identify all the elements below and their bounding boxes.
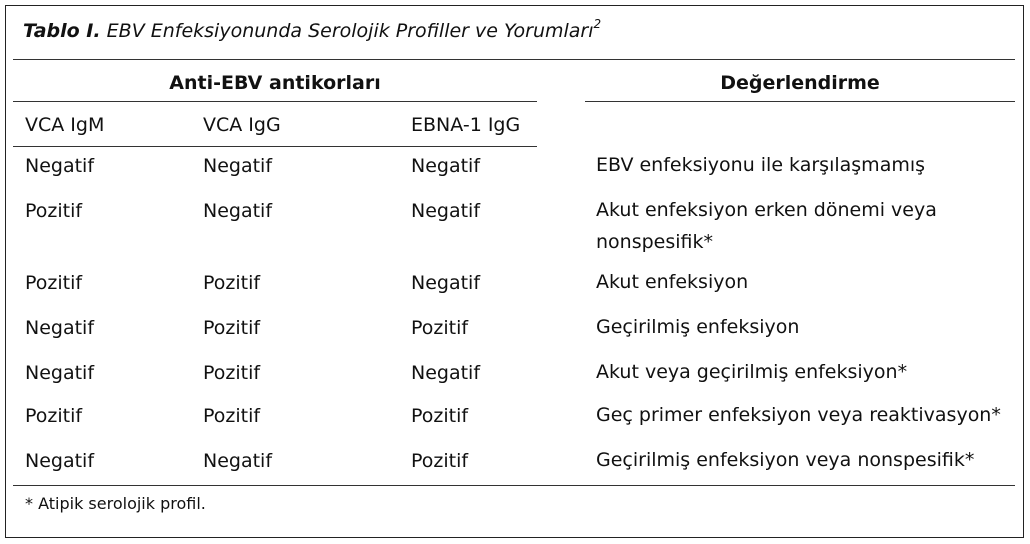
- cell-vca-igm: Negatif: [25, 317, 95, 339]
- cell-ebna1-igg: Pozitif: [411, 405, 469, 427]
- cell-evaluation: Geçirilmiş enfeksiyon veya nonspesifik*: [596, 449, 975, 471]
- footer-divider: [13, 485, 1015, 486]
- cell-ebna1-igg: Negatif: [411, 362, 481, 384]
- antibody-group-header: Anti-EBV antikorları: [169, 72, 381, 94]
- cell-evaluation: Akut enfeksiyon: [596, 271, 749, 293]
- cell-vca-igm: Pozitif: [25, 405, 83, 427]
- evaluation-header-rule: [585, 101, 1015, 102]
- table-footnote: * Atipik serolojik profil.: [25, 494, 206, 513]
- cell-vca-igm: Negatif: [25, 155, 95, 177]
- cell-evaluation: Akut veya geçirilmiş enfeksiyon*: [596, 361, 908, 383]
- cell-vca-igg: Pozitif: [203, 272, 261, 294]
- cell-evaluation: Geçirilmiş enfeksiyon: [596, 316, 800, 338]
- group-header-rule: [13, 101, 537, 102]
- cell-vca-igg: Pozitif: [203, 362, 261, 384]
- cell-ebna1-igg: Negatif: [411, 200, 481, 222]
- cell-ebna1-igg: Pozitif: [411, 317, 469, 339]
- cell-vca-igg: Pozitif: [203, 405, 261, 427]
- cell-vca-igm: Pozitif: [25, 272, 83, 294]
- cell-evaluation: EBV enfeksiyonu ile karşılaşmamış: [596, 154, 926, 176]
- column-header-ebna1-igg: EBNA-1 IgG: [411, 114, 521, 136]
- table-title: [23, 17, 602, 42]
- table-title-label: Tablo I.: [23, 20, 101, 42]
- cell-ebna1-igg: Pozitif: [411, 450, 469, 472]
- evaluation-header: Değerlendirme: [720, 72, 880, 94]
- table-title-reference: 2: [593, 17, 602, 31]
- cell-evaluation: Geç primer enfeksiyon veya reaktivasyon*: [596, 404, 1001, 426]
- cell-vca-igg: Negatif: [203, 155, 273, 177]
- column-header-vca-igm: VCA IgM: [25, 114, 105, 136]
- cell-vca-igm: Negatif: [25, 362, 95, 384]
- cell-vca-igm: Pozitif: [25, 200, 83, 222]
- cell-vca-igg: Pozitif: [203, 317, 261, 339]
- cell-vca-igg: Negatif: [203, 450, 273, 472]
- cell-ebna1-igg: Negatif: [411, 272, 481, 294]
- column-header-rule: [13, 146, 537, 147]
- table-title-text: EBV Enfeksiyonunda Serolojik Profiller ve Yorumları: [106, 20, 594, 42]
- cell-vca-igg: Negatif: [203, 200, 273, 222]
- cell-evaluation: Akut enfeksiyon erken dönemi veya nonspesifik*: [596, 199, 937, 253]
- column-header-vca-igg: VCA IgG: [203, 114, 281, 136]
- title-divider: [13, 59, 1015, 60]
- cell-vca-igm: Negatif: [25, 450, 95, 472]
- cell-ebna1-igg: Negatif: [411, 155, 481, 177]
